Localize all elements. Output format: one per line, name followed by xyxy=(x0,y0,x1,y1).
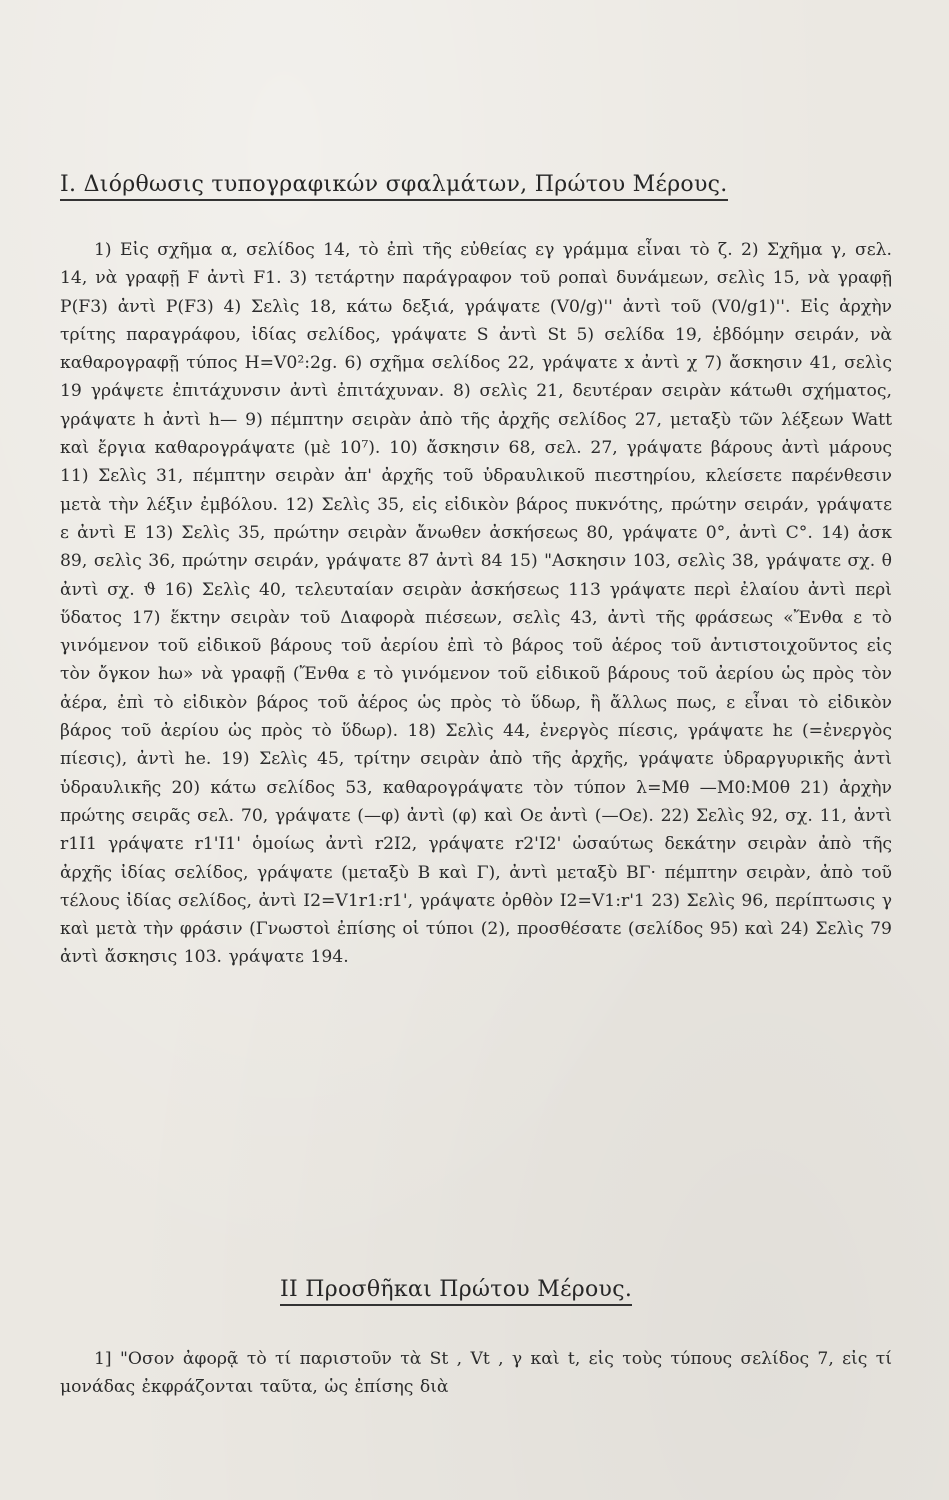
section-2-title: ΙΙ Προσθῆκαι Πρώτου Μέρους. xyxy=(280,1277,632,1306)
section-2-heading xyxy=(280,1277,700,1302)
section-1-heading xyxy=(60,172,890,197)
section-1-body: 1) Εἰς σχῆμα α, σελίδος 14, τὸ ἐπὶ τῆς εὐθείας εγ γράμμα εἶναι τὸ ζ. 2) Σχῆμα γ, σελ. 14, νὰ γραφῇ F ἀντὶ F1. 3) τετάρτην παράγραφον τοῦ ροπαὶ δυνάμεων, σελὶς 15, νὰ γραφῇ P(F3) ἀντὶ P(F3) 4) Σελὶς 18, κάτω δεξιά, γράψατε (V0/g)'' ἀντὶ τοῦ (V0/g1)''. Εἰς ἀρχὴν τρίτης παραγράφου, ἰδίας σελίδος, γράψατε S ἀντὶ St 5) σελίδα 19, ἑβδόμην σειράν, νὰ καθαρογραφῇ τύπος H=V0²:2g. 6) σχῆμα σελίδος 22, γράψατε x ἀντὶ χ 7) ἄσκησιν 41, σελὶς 19 γράψετε ἐπιτάχυνσιν ἀντὶ ἐπιτάχυναν. 8) σελὶς 21, δευτέραν σειρὰν κάτωθι σχήματος, γράψατε h ἀντὶ h— 9) πέμπτην σειρὰν ἀπὸ τῆς ἀρχῆς σελίδος 27, μεταξὺ τῶν λέξεων Watt καὶ ἔργια καθαρογράψατε (μὲ 10⁷). 10) ἄσκησιν 68, σελ. 27, γράψατε βάρους ἀντὶ μάρους 11) Σελὶς 31, πέμπτην σειρὰν ἀπ' ἀρχῆς τοῦ ὑδραυλικοῦ πιεστηρίου, κλείσετε παρένθεσιν μετὰ τὴν λέξιν ἐμβόλου. 12) Σελὶς 35, εἰς εἰδικὸν βάρος πυκνότης, πρώτην σειράν, γράψατε ε ἀντὶ Ε 13) Σελὶς 35, πρώτην σειρὰν ἄνωθεν ἀσκήσεως 80, γράψατε 0°, ἀντὶ C°. 14) ἀσκ 89, σελὶς 36, πρώτην σειράν, γράψατε 87 ἀντὶ 84 15) "Ασκησιν 103, σελὶς 38, γράψατε σχ. θ ἀντὶ σχ. ϑ 16) Σελὶς 40, τελευταίαν σειρὰν ἀσκήσεως 113 γράψατε περὶ ἐλαίου ἀντὶ περὶ ὕδατος 17) ἕκτην σειρὰν τοῦ Διαφορὰ πιέσεων, σελὶς 43, ἀντὶ τῆς φράσεως «Ἔνθα ε τὸ γινόμενον τοῦ εἰδικοῦ βάρους τοῦ ἀερίου ἐπὶ τὸ βάρος τοῦ ἀέρος τοῦ ἀντιστοιχοῦντος εἰς τὸν ὄγκον hω» νὰ γραφῇ (Ἔνθα ε τὸ γινόμενον τοῦ εἰδικοῦ βάρους τοῦ ἀερίου ὡς πρὸς τὸν ἀέρα, ἐπὶ τὸ εἰδικὸν βάρος τοῦ ἀέρος ὡς πρὸς τὸ ὕδωρ, ἢ ἄλλως πως, ε εἶναι τὸ εἰδικὸν βάρος τοῦ ἀερίου ὡς πρὸς τὸ ὕδωρ). 18) Σελὶς 44, ἐνεργὸς πίεσις, γράψατε hε (=ἐνεργὸς πίεσις), ἀντὶ he. 19) Σελὶς 45, τρίτην σειρὰν ἀπὸ τῆς ἀρχῆς, γράψατε ὑδραργυρικῆς ἀντὶ ὑδραυλικῆς 20) κάτω σελίδος 53, καθαρογράψατε τὸν τύπον λ=Mθ —M0:M0θ 21) ἀρχὴν πρώτης σειρᾶς σελ. 70, γράψατε (—φ) ἀντὶ (φ) καὶ Οε ἀντὶ (—Οε). 22) Σελὶς 92, σχ. 11, ἀντὶ r1I1 γράψατε r1'I1' ὁμοίως ἀντὶ r2I2, γράψατε r2'I2' ὡσαύτως δεκάτην σειρὰν ἀπὸ τῆς ἀρχῆς ἰδίας σελίδος, γράψατε (μεταξὺ Β καὶ Γ), ἀντὶ μεταξὺ ΒΓ· πέμπτην σειρὰν, ἀπὸ τοῦ τέλους ἰδίας σελίδος, ἀντὶ I2=V1r1:r1', γράψατε ὀρθὸν I2=V1:r'1 23) Σελὶς 96, περίπτωσις γ καὶ μετὰ τὴν φράσιν (Γνωστοὶ ἐπίσης οἱ τύποι (2), προσθέσατε (σελίδος 95) καὶ 24) Σελὶς 79 ἀντὶ ἄσκησις 103. γράψατε 194. xyxy=(60,240,892,968)
section-2-body: 1] "Οσον ἀφορᾷ τὸ τί παριστοῦν τὰ St , Vt , γ καὶ t, εἰς τοὺς τύπους σελίδος 7, εἰς τί μονάδας ἐκφράζονται ταῦτα, ὡς ἐπίσης διὰ xyxy=(60,1349,892,1398)
section-1-title: Ι. Διόρθωσις τυπογραφικών σφαλμάτων, Πρώτου Μέρους. xyxy=(60,172,728,201)
